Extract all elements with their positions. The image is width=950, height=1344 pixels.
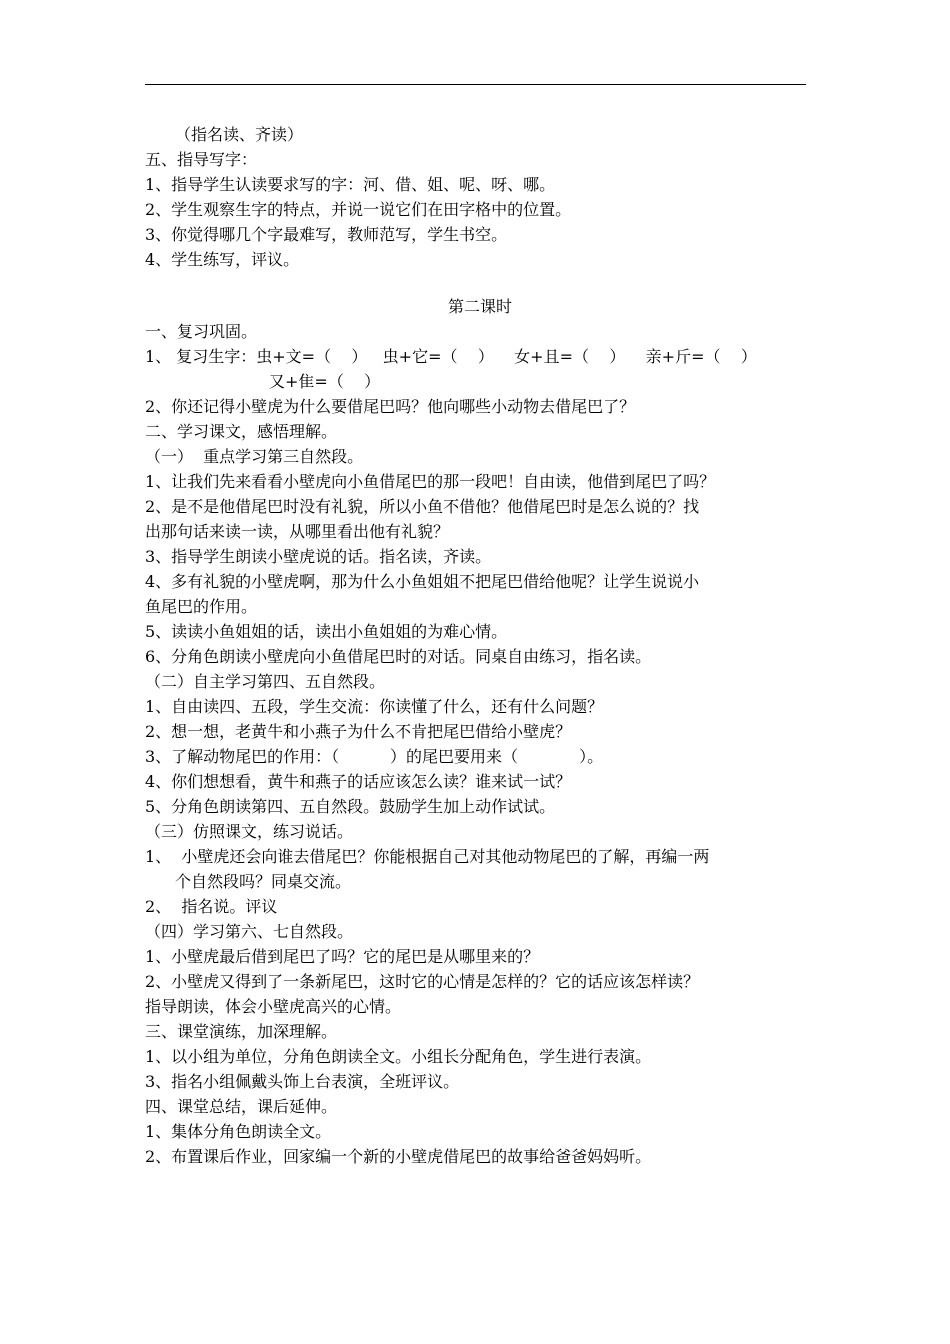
subsection-heading: （一） 重点学习第三自然段。 — [145, 447, 364, 466]
text-line: 5、读读小鱼姐姐的话，读出小鱼姐姐的为难心情。 — [145, 622, 508, 641]
text-line: 1、自由读四、五段，学生交流：你读懂了什么，还有什么问题？ — [145, 697, 604, 716]
section-heading: 三、课堂演练，加深理解。 — [145, 1022, 338, 1041]
text-line: 出那句话来读一读，从哪里看出他有礼貌？ — [145, 522, 450, 541]
text-line: 2、布置课后作业，回家编一个新的小壁虎借尾巴的故事给爸爸妈妈听。 — [145, 1147, 652, 1166]
text-line: 2、想一想，老黄牛和小燕子为什么不肯把尾巴借给小壁虎？ — [145, 722, 572, 741]
text-line: 3、指名小组佩戴头饰上台表演，全班评议。 — [145, 1072, 460, 1091]
text-line: 6、分角色朗读小壁虎向小鱼借尾巴时的对话。同桌自由练习，指名读。 — [145, 647, 652, 666]
text-line: 3、你觉得哪几个字最难写，教师范写，学生书空。 — [145, 225, 508, 244]
text-line: 5、分角色朗读第四、五自然段。鼓励学生加上动作试试。 — [145, 797, 556, 816]
section-heading: 四、课堂总结，课后延伸。 — [145, 1097, 338, 1116]
text-line: 2、是不是他借尾巴时没有礼貌，所以小鱼不借他？他借尾巴时是怎么说的？找 — [145, 497, 700, 516]
subsection-heading: （四）学习第六、七自然段。 — [145, 922, 354, 941]
text-line: 1、以小组为单位，分角色朗读全文。小组长分配角色，学生进行表演。 — [145, 1047, 652, 1066]
text-line: 1、指导学生认读要求写的字：河、借、姐、呢、呀、哪。 — [145, 175, 556, 194]
text-line: 2、你还记得小壁虎为什么要借尾巴吗？他向哪些小动物去借尾巴了？ — [145, 397, 636, 416]
text-line: 3、了解动物尾巴的作用：（ ）的尾巴要用来（ ）。 — [145, 747, 604, 766]
text-line: 又+隹=（ ） — [269, 372, 381, 391]
text-line: 1、让我们先来看看小壁虎向小鱼借尾巴的那一段吧！自由读，他借到尾巴了吗？ — [145, 472, 716, 491]
text-line: 1、小壁虎最后借到尾巴了吗？它的尾巴是从哪里来的？ — [145, 947, 540, 966]
text-line: 4、你们想想看，黄牛和燕子的话应该怎么读？谁来试一试？ — [145, 772, 572, 791]
text-line: 1、集体分角色朗读全文。 — [145, 1122, 332, 1141]
lesson-title: 第二课时 — [447, 297, 512, 316]
text-line: 指导朗读，体会小壁虎高兴的心情。 — [145, 997, 402, 1016]
text-line: 2、 指名说。评议 — [145, 897, 278, 916]
text-line: （指名读、齐读） — [175, 125, 304, 144]
subsection-heading: （二）自主学习第四、五自然段。 — [145, 672, 386, 691]
spacer — [145, 272, 815, 294]
text-line: 1、 小壁虎还会向谁去借尾巴？你能根据自己对其他动物尾巴的了解，再编一两 — [145, 847, 710, 866]
text-line: 4、多有礼貌的小壁虎啊，那为什么小鱼姐姐不把尾巴借给他呢？让学生说说小 — [145, 572, 700, 591]
text-line: 3、指导学生朗读小壁虎说的话。指名读，齐读。 — [145, 547, 492, 566]
subsection-heading: （三）仿照课文，练习说话。 — [145, 822, 354, 841]
text-line: 2、小壁虎又得到了一条新尾巴，这时它的心情是怎样的？它的话应该怎样读？ — [145, 972, 700, 991]
text-line: 鱼尾巴的作用。 — [145, 597, 258, 616]
text-line: 个自然段吗？同桌交流。 — [175, 872, 352, 891]
section-heading: 一、复习巩固。 — [145, 322, 258, 341]
text-line: 1、 复习生字：虫+文=（ ） 虫+它=（ ） 女+且=（ ） 亲+斤=（ ） — [145, 347, 757, 366]
section-heading: 二、学习课文，感悟理解。 — [145, 422, 338, 441]
header-rule — [145, 84, 806, 85]
section-heading: 五、指导写字： — [145, 150, 258, 169]
text-line: 2、学生观察生字的特点，并说一说它们在田字格中的位置。 — [145, 200, 572, 219]
document-body — [145, 122, 815, 1169]
text-line: 4、学生练写，评议。 — [145, 250, 300, 269]
